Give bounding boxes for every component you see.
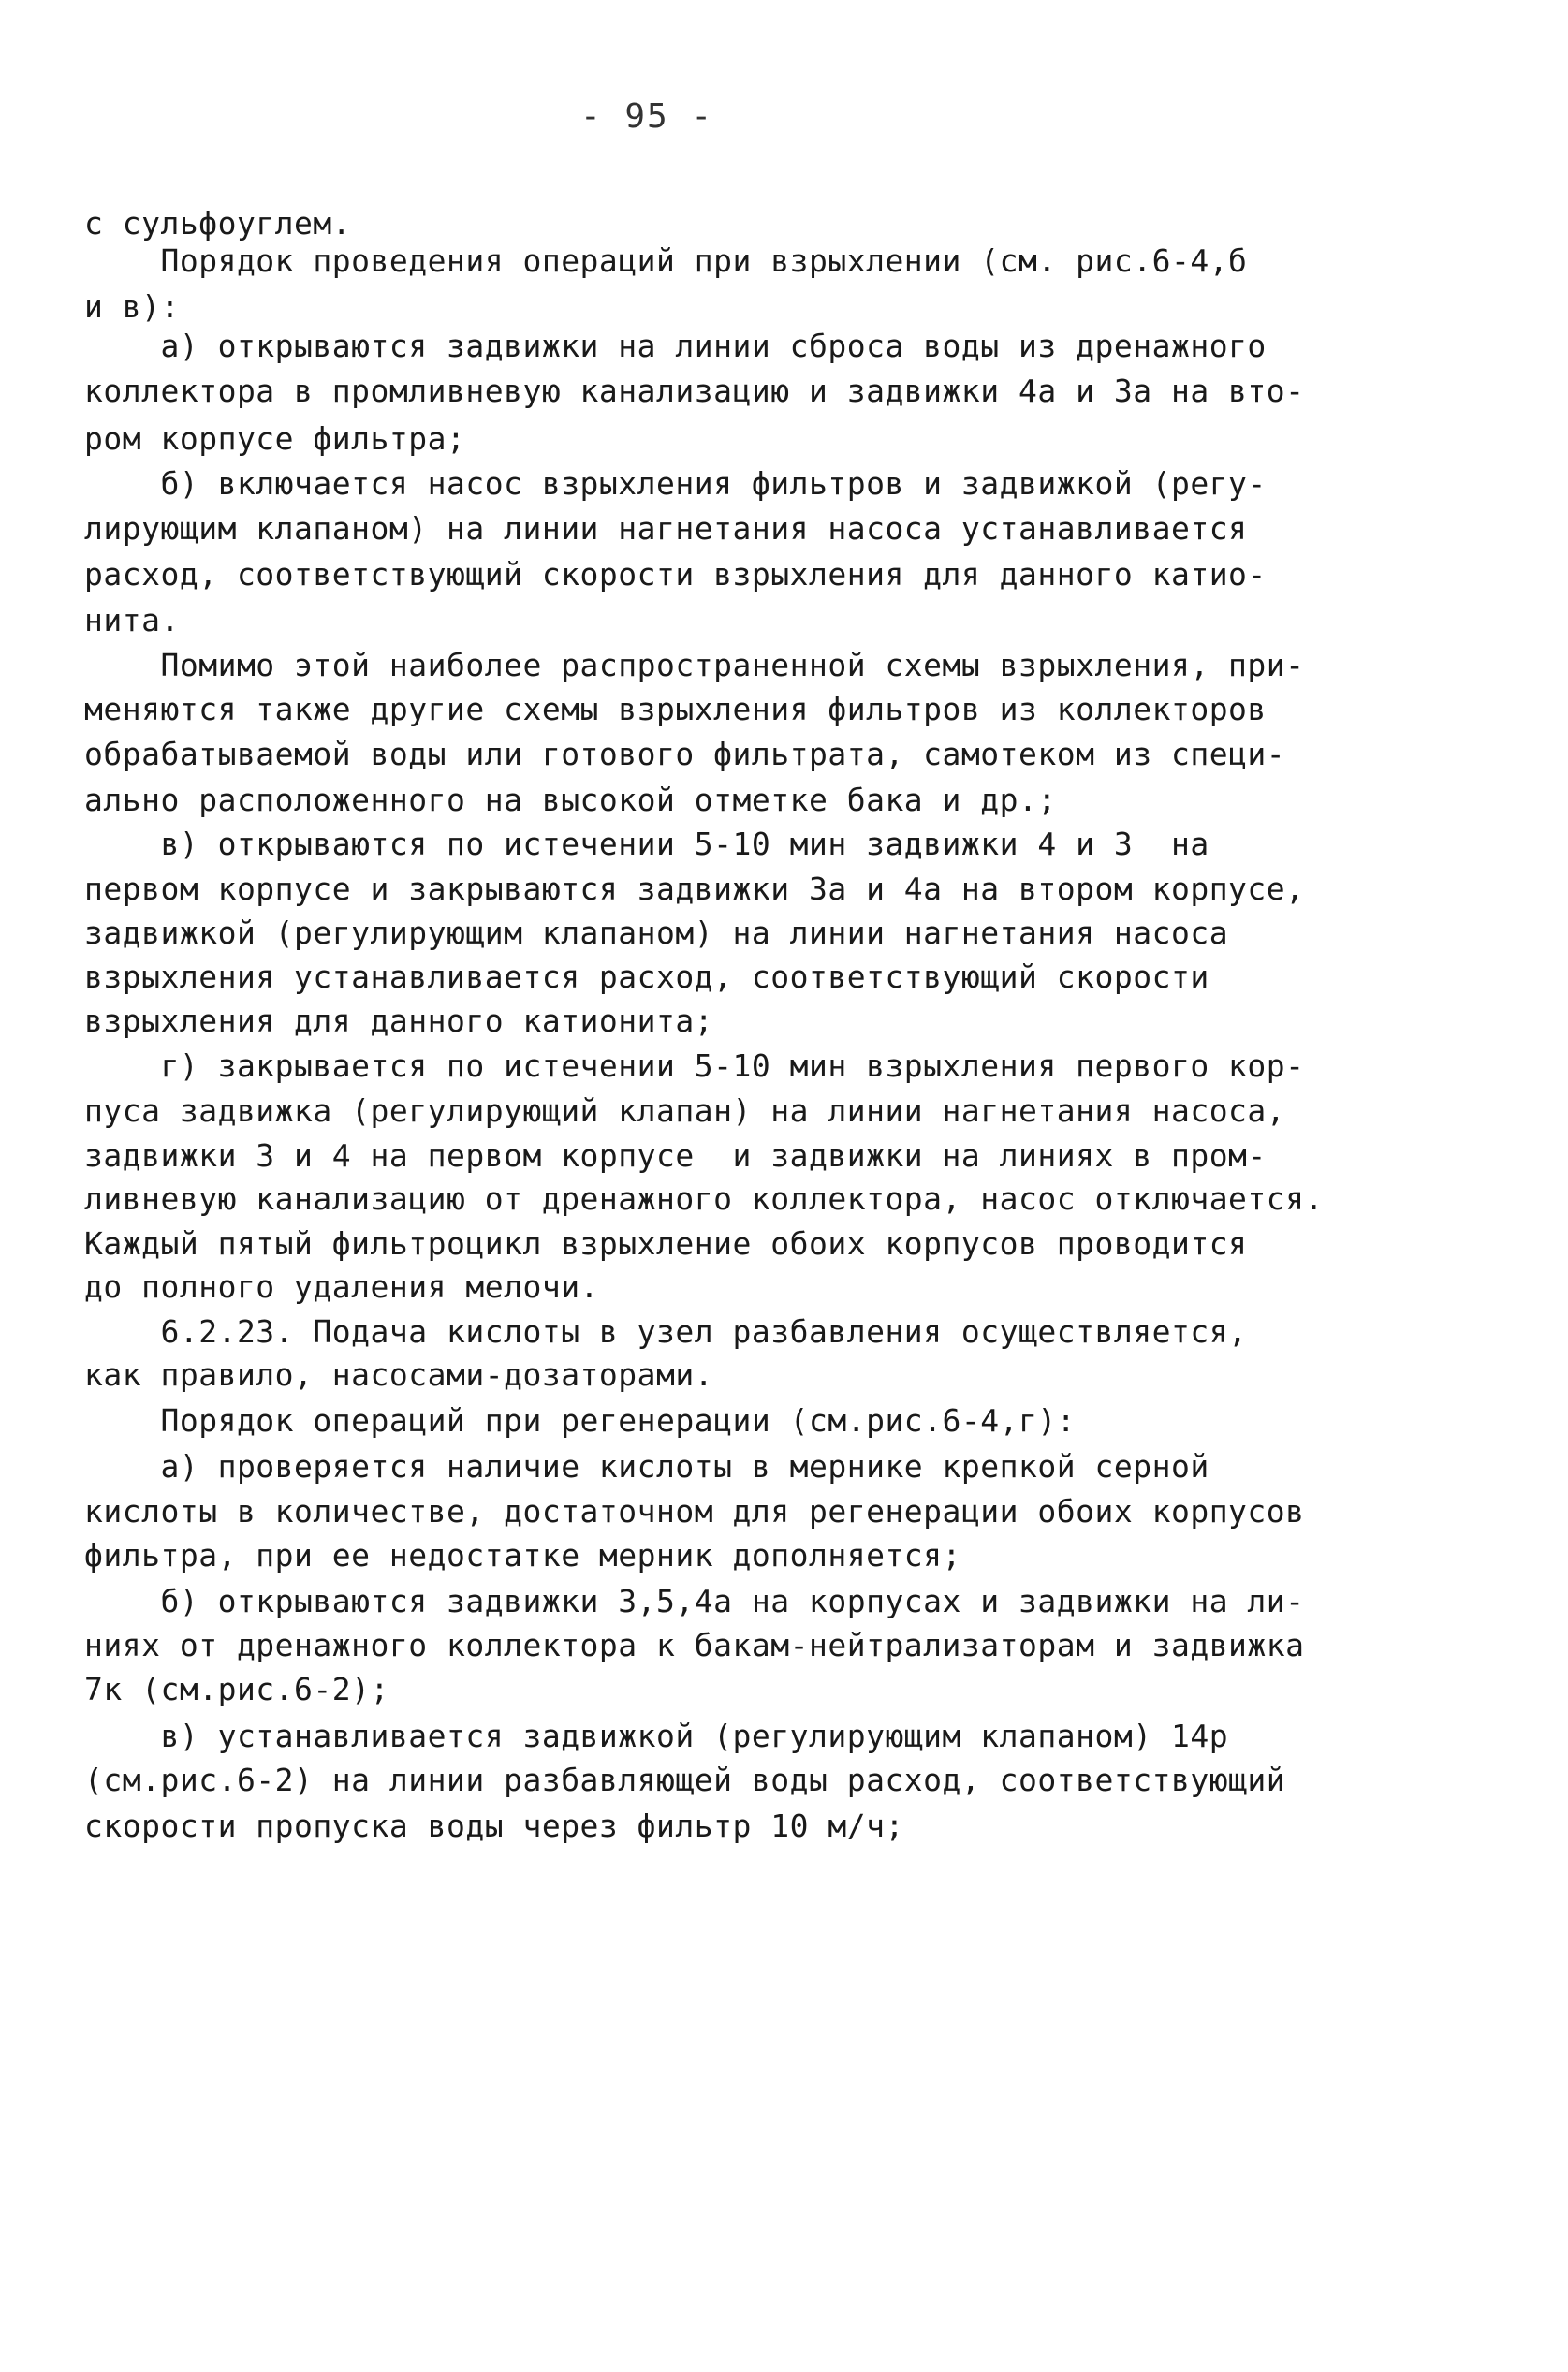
text-line: Порядок проведения операций при взрыхлении (см. рис.6-4,б <box>84 242 1248 279</box>
text-line: 7к (см.рис.6-2); <box>84 1671 389 1707</box>
text-line: Порядок операций при регенерации (см.рис.6-4,г): <box>84 1402 1077 1439</box>
text-line: расход, соответствующий скорости взрыхления для данного катио- <box>84 556 1267 593</box>
text-line: лирующим клапаном) на линии нагнетания насоса устанавливается <box>84 510 1248 547</box>
text-line: г) закрывается по истечении 5-10 мин взрыхления первого кор- <box>84 1047 1305 1084</box>
text-line: а) проверяется наличие кислоты в мернике крепкой серной <box>84 1448 1209 1485</box>
text-line: обрабатываемой воды или готового фильтрата, самотеком из специ- <box>84 736 1286 772</box>
text-line: фильтра, при ее недостатке мерник дополняется; <box>84 1537 961 1574</box>
text-line: а) открываются задвижки на линии сброса воды из дренажного <box>84 328 1267 364</box>
text-line: задвижки 3 и 4 на первом корпусе и задвижки на линиях в пром- <box>84 1137 1267 1174</box>
text-line: ально расположенного на высокой отметке бака и др.; <box>84 782 1057 818</box>
text-line: ливневую канализацию от дренажного коллектора, насос отключается. <box>84 1180 1324 1217</box>
text-line: с сульфоуглем. <box>84 205 352 242</box>
text-line: ром корпусе фильтра; <box>84 420 466 457</box>
text-line: взрыхления для данного катионита; <box>84 1003 714 1039</box>
text-line: меняются также другие схемы взрыхления фильтров из коллекторов <box>84 691 1267 727</box>
text-line: взрыхления устанавливается расход, соответствующий скорости <box>84 959 1209 995</box>
text-line: б) включается насос взрыхления фильтров и задвижкой (регу- <box>84 465 1267 502</box>
text-line: коллектора в промливневую канализацию и задвижки 4а и 3а на вто- <box>84 373 1305 409</box>
text-line: в) устанавливается задвижкой (регулирующим клапаном) 14р <box>84 1718 1229 1754</box>
text-line: как правило, насосами-дозаторами. <box>84 1356 714 1393</box>
text-line: кислоты в количестве, достаточном для регенерации обоих корпусов <box>84 1493 1305 1530</box>
text-line: задвижкой (регулирующим клапаном) на линии нагнетания насоса <box>84 915 1229 951</box>
text-line: и в): <box>84 288 180 325</box>
text-line: 6.2.23. Подача кислоты в узел разбавления осуществляется, <box>84 1313 1248 1350</box>
text-line: в) открываются по истечении 5-10 мин задвижки 4 и 3 на <box>84 826 1209 862</box>
text-line: б) открываются задвижки 3,5,4а на корпусах и задвижки на ли- <box>84 1583 1305 1619</box>
page-number: - 95 - <box>580 97 714 136</box>
text-line: (см.рис.6-2) на линии разбавляющей воды расход, соответствующий <box>84 1762 1286 1798</box>
text-line: пуса задвижка (регулирующий клапан) на линии нагнетания насоса, <box>84 1092 1286 1129</box>
text-line: скорости пропуска воды через фильтр 10 м/ч; <box>84 1808 904 1844</box>
text-line: нита. <box>84 602 180 638</box>
text-line: Помимо этой наиболее распространенной схемы взрыхления, при- <box>84 647 1305 683</box>
text-line: ниях от дренажного коллектора к бакам-нейтрализаторам и задвижка <box>84 1627 1305 1663</box>
text-line: первом корпусе и закрываются задвижки 3а и 4а на втором корпусе, <box>84 871 1305 907</box>
text-line: до полного удаления мелочи. <box>84 1268 599 1305</box>
text-line: Каждый пятый фильтроцикл взрыхление обоих корпусов проводится <box>84 1225 1248 1262</box>
